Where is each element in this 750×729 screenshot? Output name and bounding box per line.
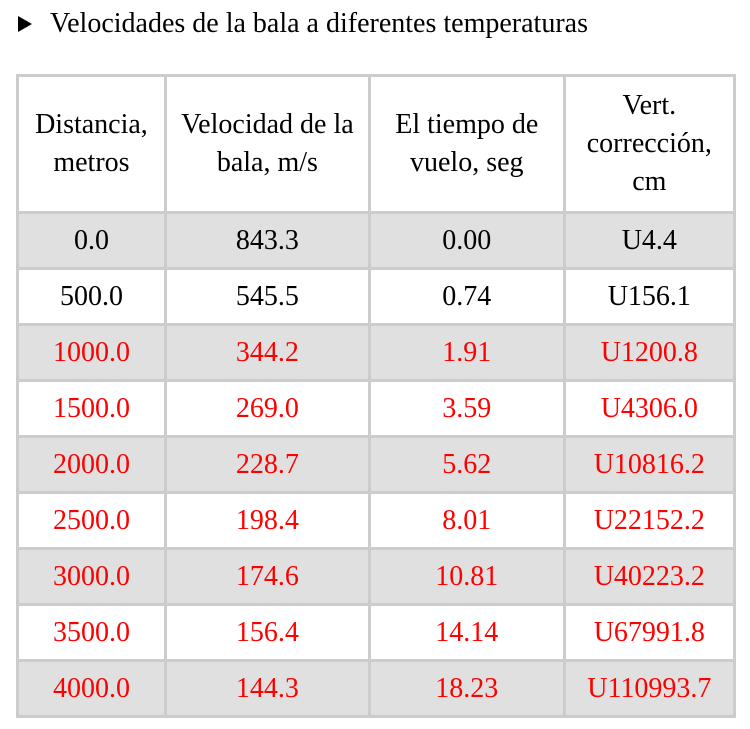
cell-velocity: 174.6	[167, 550, 368, 603]
cell-distance: 1000.0	[19, 326, 164, 379]
table-row	[19, 550, 733, 603]
cell-flight-time: 0.74	[371, 270, 563, 323]
table-row	[19, 438, 733, 491]
cell-correction: U4306.0	[566, 382, 733, 435]
table-row	[19, 606, 733, 659]
cell-flight-time: 0.00	[371, 214, 563, 267]
table-row	[19, 382, 733, 435]
cell-correction: U40223.2	[566, 550, 733, 603]
cell-flight-time: 14.14	[371, 606, 563, 659]
disclosure-triangle-icon	[18, 16, 32, 32]
cell-distance: 0.0	[19, 214, 164, 267]
ballistics-table	[16, 74, 736, 718]
cell-correction: U22152.2	[566, 494, 733, 547]
cell-correction: U10816.2	[566, 438, 733, 491]
table-row	[19, 662, 733, 715]
cell-velocity: 228.7	[167, 438, 368, 491]
cell-distance: 500.0	[19, 270, 164, 323]
cell-correction: U156.1	[566, 270, 733, 323]
cell-flight-time: 10.81	[371, 550, 563, 603]
cell-flight-time: 8.01	[371, 494, 563, 547]
cell-flight-time: 5.62	[371, 438, 563, 491]
cell-distance: 2500.0	[19, 494, 164, 547]
cell-distance: 4000.0	[19, 662, 164, 715]
cell-distance: 1500.0	[19, 382, 164, 435]
table-row	[19, 494, 733, 547]
summary-title: Velocidades de la bala a diferentes temperaturas	[50, 8, 588, 39]
cell-flight-time: 1.91	[371, 326, 563, 379]
cell-correction: U1200.8	[566, 326, 733, 379]
cell-velocity: 269.0	[167, 382, 368, 435]
header-bullet-velocity: Velocidad de la bala, m/s	[167, 77, 368, 211]
cell-distance: 3000.0	[19, 550, 164, 603]
cell-correction: U67991.8	[566, 606, 733, 659]
table-row	[19, 270, 733, 323]
cell-velocity: 843.3	[167, 214, 368, 267]
header-vertical-correction: Vert. corrección, cm	[566, 77, 733, 211]
cell-velocity: 344.2	[167, 326, 368, 379]
cell-velocity: 144.3	[167, 662, 368, 715]
cell-distance: 2000.0	[19, 438, 164, 491]
table-body	[19, 214, 733, 715]
details-summary[interactable]	[18, 6, 588, 42]
table-header-row	[19, 77, 733, 211]
table-row	[19, 214, 733, 267]
header-distance: Distancia, metros	[19, 77, 164, 211]
table-row	[19, 326, 733, 379]
cell-distance: 3500.0	[19, 606, 164, 659]
cell-velocity: 156.4	[167, 606, 368, 659]
cell-correction: U4.4	[566, 214, 733, 267]
cell-flight-time: 3.59	[371, 382, 563, 435]
cell-velocity: 545.5	[167, 270, 368, 323]
header-flight-time: El tiempo de vuelo, seg	[371, 77, 563, 211]
cell-velocity: 198.4	[167, 494, 368, 547]
cell-correction: U110993.7	[566, 662, 733, 715]
cell-flight-time: 18.23	[371, 662, 563, 715]
